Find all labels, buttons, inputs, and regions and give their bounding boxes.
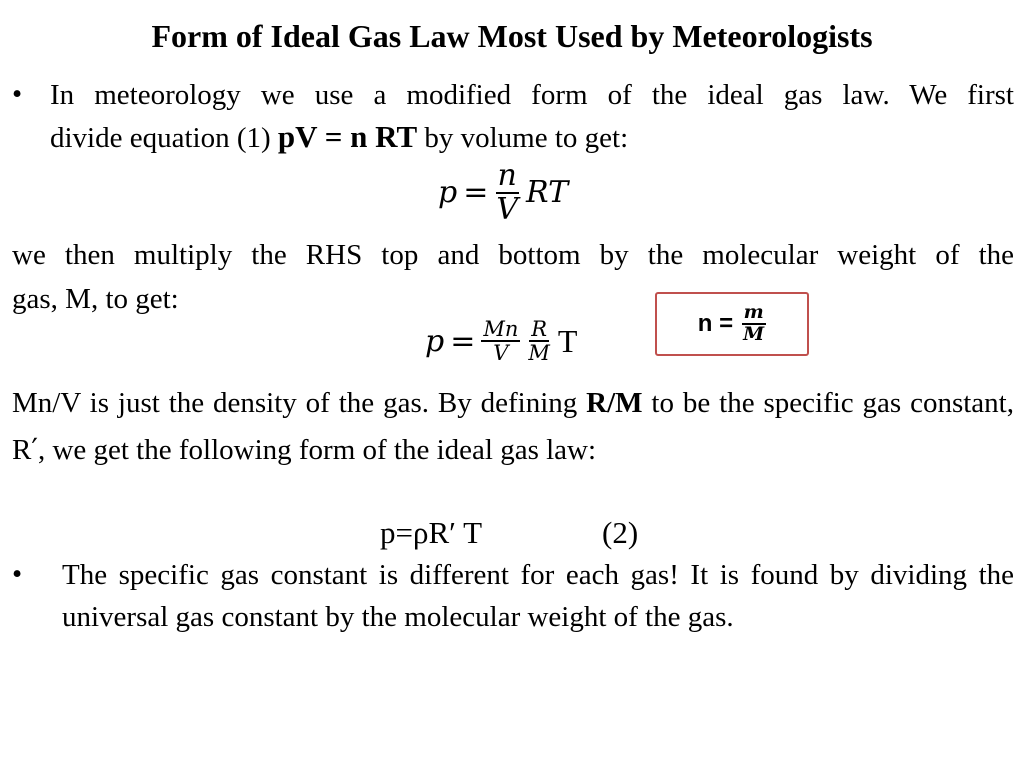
prime-symbol: ′ bbox=[31, 432, 38, 466]
paragraph-4: The specific gas constant is different for each gas! It is found by dividing the universal gas constant by the molecular weight of the gas. bbox=[62, 559, 1014, 633]
text-segment: Mn/V is just the density of the gas. By defining bbox=[12, 387, 587, 419]
text-segment: to be the specific gas constant, R bbox=[12, 387, 1014, 466]
bullet-marker: • bbox=[12, 78, 23, 110]
fraction bbox=[494, 160, 520, 225]
text-segment: by volume to get: bbox=[417, 122, 629, 154]
paragraph-1-line-2 bbox=[50, 116, 1014, 159]
text-segment: , we get the following form of the ideal gas law: bbox=[37, 434, 597, 466]
paragraph-3 bbox=[12, 380, 1014, 473]
paragraph-1-line-1: In meteorology we use a modified form of the ideal gas law. We first bbox=[50, 79, 1014, 111]
bullet-marker: • bbox=[12, 558, 23, 590]
math-symbol: RT bbox=[526, 175, 569, 210]
fraction-numerator: n bbox=[497, 158, 517, 193]
note-box-label: n = bbox=[697, 310, 734, 337]
math-symbol: p bbox=[425, 323, 445, 359]
equation-molecular-weight-form bbox=[425, 318, 577, 364]
note-box bbox=[655, 292, 809, 356]
fraction-denominator: M bbox=[528, 341, 550, 366]
fraction-numerator: Mn bbox=[483, 317, 519, 341]
fraction bbox=[526, 318, 552, 364]
fraction-denominator: V bbox=[496, 191, 519, 227]
paragraph-2-line-1: we then multiply the RHS top and bottom by the molecular weight of the bbox=[12, 239, 1014, 271]
fraction bbox=[481, 318, 520, 364]
fraction-denominator: V bbox=[493, 341, 509, 366]
equation-1-inline: pV = n RT bbox=[277, 119, 418, 154]
equation-number: (2) bbox=[602, 515, 639, 550]
slide-title: Form of Ideal Gas Law Most Used by Meteorologists bbox=[151, 18, 873, 54]
paragraph-2-line-2: gas, M, to get: bbox=[12, 283, 179, 315]
math-symbol: = bbox=[463, 175, 489, 210]
bold-term: R/M bbox=[586, 387, 643, 419]
fraction-denominator: M bbox=[743, 323, 765, 345]
math-symbol: = bbox=[450, 323, 476, 359]
equation-2: p=ρR′ T bbox=[380, 515, 483, 550]
equation-density-form bbox=[438, 160, 568, 225]
fraction-numerator: R bbox=[531, 317, 548, 341]
fraction bbox=[741, 303, 766, 345]
fraction-numerator: m bbox=[743, 301, 764, 324]
text-segment: divide equation (1) bbox=[50, 122, 278, 154]
math-symbol: p bbox=[438, 175, 458, 210]
math-symbol: T bbox=[557, 322, 578, 359]
